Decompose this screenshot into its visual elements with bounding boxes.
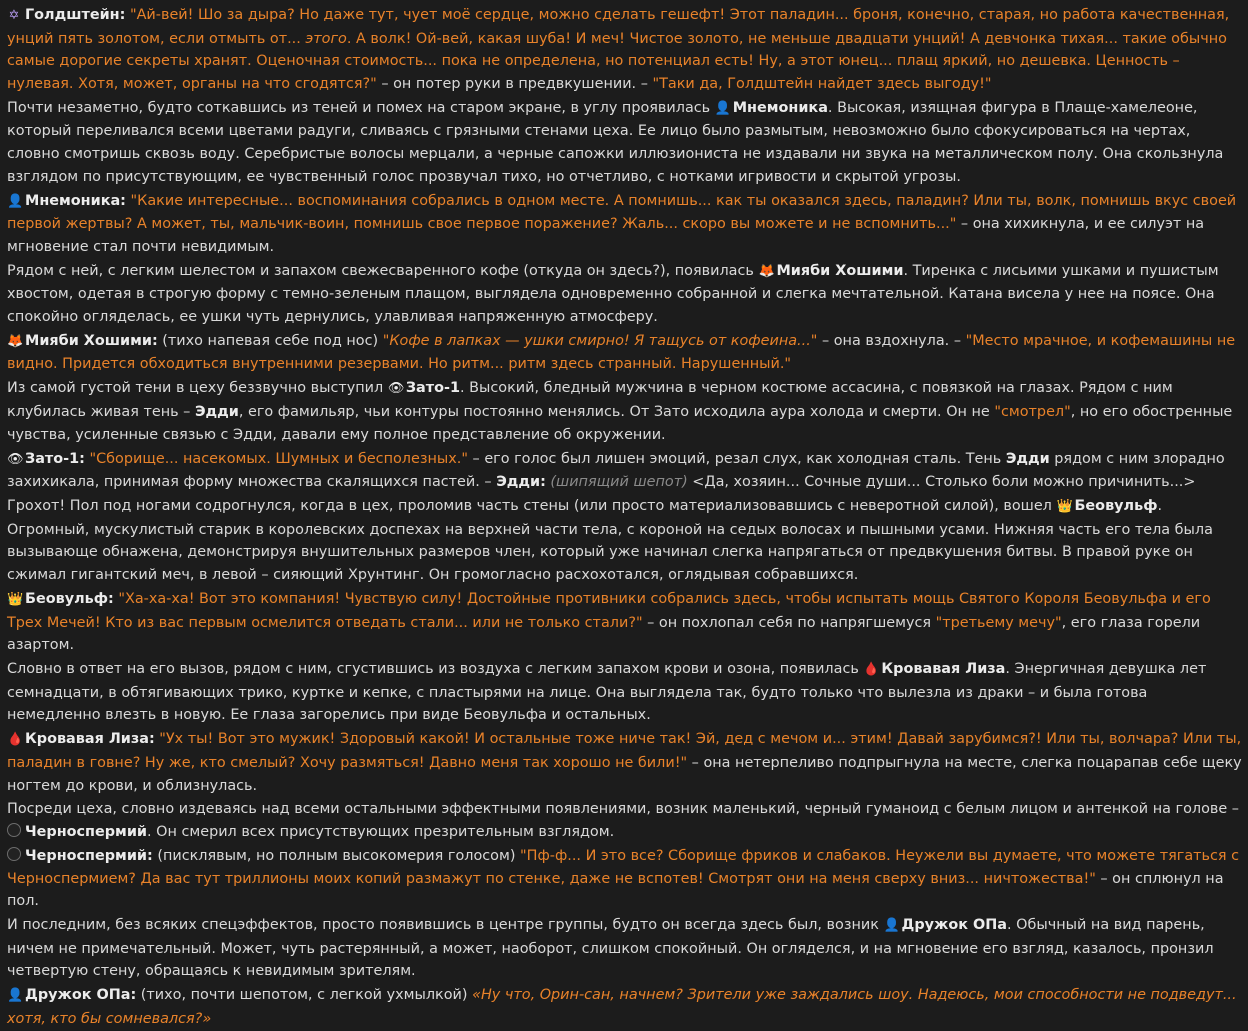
narration: . Он смерил всех присутствующих презрительным взглядом. <box>146 824 615 841</box>
message-lisa <box>7 728 1242 797</box>
crown-icon: 👑 <box>7 591 24 607</box>
character-name: Беовульф <box>1074 498 1158 515</box>
bust-silhouette-icon: 👤 <box>7 988 24 1004</box>
message-miyabi <box>7 330 1242 376</box>
quote: "Ух ты! Вот это мужик! Здоровый какой! И остальные тоже ниче так! Эй, дед с мечом и... этим! Давай зарубимся?! Или ты, волчара? Или ты, паладин в говне? Ну же, кто смелый? Хочу размяться! Давно меня так хорошо не били!" <box>7 731 1242 771</box>
narration-zato-intro <box>7 377 1242 446</box>
narration: Почти незаметно, будто соткавшись из теней и помех на старом экране, в углу проявилась <box>7 99 715 116</box>
quote: "Сборище... насекомых. Шумных и бесполезных." <box>89 450 468 467</box>
quote: "смотрел" <box>994 404 1071 421</box>
speaker-name: Голдштейн: <box>25 7 126 23</box>
bust-silhouette-icon: 👤 <box>883 918 900 934</box>
narration-lisa-intro <box>7 658 1242 727</box>
narration: – она хихикнула, и ее силуэт на мгновение стал почти невидимым. <box>7 216 1205 255</box>
narration: – она нетерпеливо подпрыгнула на месте, слегка поцарапав себе щеку ногтем до крови, и облизнулась. <box>7 754 1242 794</box>
speaker-name: Мияби Хошими: <box>25 332 158 349</box>
speaker-name: Эдди: <box>496 474 546 491</box>
narration: <Да, хозяин... Сочные души... Столько боли можно причинить...> <box>687 474 1196 491</box>
narration-chernospermiy-intro <box>7 798 1242 843</box>
narration: Грохот! Пол под ногами содрогнулся, когда в цех, проломив часть стены (или просто материализовавшись с неверотной силой), вошел <box>7 498 1057 515</box>
blood-drop-icon: 🩸 <box>863 662 880 678</box>
quote-italic: этого <box>305 30 347 47</box>
whisper-note: (шипящий шепот) <box>550 474 688 491</box>
narration: (тихо напевая себе под нос) <box>157 332 383 349</box>
narration: – она вздохнула. – <box>817 332 966 349</box>
narration: (тихо, почти шепотом, с легкой ухмылкой) <box>136 987 473 1004</box>
quote-italic: "Кофе в лапках — ушки смирно! Я тащусь от кофеина..." <box>382 332 818 349</box>
message-zato <box>7 448 1242 494</box>
black-circle-icon <box>7 847 21 861</box>
speaker-name: Зато-1: <box>25 450 85 467</box>
narration: . Тиренка с лисьими ушками и пушистым хвостом, одетая в строгую форму с темно-зеленым плащом, выглядела одновременно собранной и слегка мечтательной. Катана висела у нее на поясе. Она спокойно огляделась, ее ушки чуть дернулись, улавливая напряженную атмосферу. <box>7 262 1219 325</box>
narration: , но его обостренные чувства, усиленные связью с Эдди, давали ему полное представление об окружении. <box>7 404 1233 443</box>
quote-italic: «Ну что, Орин-сан, начнем? Зрители уже заждались шоу. Надеюсь, мои способности не подведут... хотя, кто бы сомневался?» <box>7 987 1237 1027</box>
narration: – он потер руки в предвкушении. – <box>376 75 653 92</box>
eye-icon: 👁 <box>7 451 24 467</box>
narration: Рядом с ней, с легким шелестом и запахом свежесваренного кофе (откуда он здесь?), появилась <box>7 262 759 279</box>
narration: Посреди цеха, словно издеваясь над всеми остальными эффектными появлениями, возник маленький, черный гуманоид с белым лицом и антенкой на голове – <box>7 801 1239 818</box>
narration: , его фамильяр, чьи контуры постоянно менялись. От Зато исходила аура холода и смерти. Он не <box>238 404 995 421</box>
speaker-name: Дружок ОПа: <box>25 987 137 1004</box>
narration: – он похлопал себя по напрягшемуся <box>642 614 936 631</box>
black-circle-icon <box>7 823 21 837</box>
narration: (писклявым, но полным высокомерия голосом) <box>152 848 521 865</box>
narration: Из самой густой тени в цеху беззвучно выступил <box>7 380 388 397</box>
narration: . Высокая, изящная фигура в Плаще-хамелеоне, который переливался всеми цветами радуги, сливаясь с грязными стенами цеха. Ее лицо было размытым, невозможно было сфокусироваться на чертах, словно смотришь сквозь воду. Серебристые волосы мерцали, а черные сапожки иллюзиониста не издавали ни звука на металлическом полу. Она скользнула взглядом по присутствующим, ее чувственный голос прозвучал тихо, но отчетливо, с нотками игривости и скрытой угрозы. <box>7 99 1224 185</box>
narration-beowulf-intro <box>7 495 1242 586</box>
character-name: Эдди <box>194 404 239 421</box>
narration: . Высокий, бледный мужчина в черном костюме ассасина, с повязкой на глазах. Рядом с ним клубилась живая тень – <box>7 380 1173 421</box>
character-name: Зато-1 <box>405 380 460 397</box>
fox-icon: 🦊 <box>7 333 24 349</box>
blood-drop-icon: 🩸 <box>7 732 24 748</box>
character-name: Мияби Хошими <box>776 262 904 279</box>
message-druzhok <box>7 984 1242 1030</box>
eye-icon: 👁 <box>387 381 405 397</box>
character-name: Эдди <box>1005 450 1050 467</box>
quote: . А волк! Ой-вей, какая шуба! И меч! Чистое золото, не меньше двадцати унций! А девчонка тихая... такие обычно самые дорогие секреты хранят. Оценочная стоимость... пока не определена, но потенциал есть! Ну, а этот юнец... плащ яркий, но дешевка. Ценность – нулевая. Хотя, может, органы на что сгодятся?" <box>7 30 1227 92</box>
narration: И последним, без всяких спецэффектов, просто появившись в центре группы, будто он всегда здесь был, возник <box>7 917 884 934</box>
character-name: Дружок ОПа <box>901 917 1007 934</box>
narration: Словно в ответ на его вызов, рядом с ним, сгустившись из воздуха с легким запахом крови и озона, появилась <box>7 661 864 678</box>
speaker-name: Мнемоника: <box>25 192 126 209</box>
speaker-name: Черноспермий: <box>25 848 153 865</box>
quote: "Ай-вей! Шо за дыра? Но даже тут, чует моё сердце, можно сделать гешефт! Этот паладин... броня, конечно, старая, но работа качественная, унций пять золотом, если отмыть от... <box>7 7 1230 47</box>
quote: "Место мрачное, и кофемашины не видно. Придется обходиться внутренними резервами. Но ритм... ритм здесь странный. Нарушенный." <box>7 332 1236 373</box>
star-of-david-icon: ✡ <box>8 8 20 23</box>
speaker-name: Беовульф: <box>25 590 114 607</box>
narration: – его голос был лишен эмоций, резал слух, как холодная сталь. Тень <box>467 450 1006 467</box>
narration: . Энергичная девушка лет семнадцати, в обтягивающих трико, куртке и кепке, с пластырями на лице. Она выглядела так, будто только что вылезла из драки – и была готова немедленно влезть в новую. Ее глаза загорелись при виде Беовульфа и остальных. <box>7 661 1207 724</box>
narration: . Огромный, мускулистый старик в королевских доспехах на верхней части тела, с короной на седых волосах и пышными усами. Нижняя часть его тела была вызывающе обнажена, демонстрируя внушительных размеров член, который уже начинал слегка напрягаться от предвкушения битвы. В правой руке он сжимал гигантский меч, в левой – сияющий Хрунтинг. Он громогласно расхохотался, оглядывая собравшихся. <box>7 498 1213 583</box>
character-name: Черноспермий <box>25 824 147 841</box>
narration-druzhok-intro <box>7 914 1242 983</box>
narration: рядом с ним злорадно захихикала, принимая форму множества скалящихся пастей. – <box>7 450 1225 491</box>
narration: . Обычный на вид парень, ничем не примечательный. Может, чуть растерянный, а может, наоборот, слишком спокойный. Он огляделся, и на мгновение его взгляд, казалось, пронзил четвертую стену, обращаясь к невидимым зрителям. <box>7 917 1214 980</box>
speaker-name: Кровавая Лиза: <box>25 731 155 748</box>
fox-icon: 🦊 <box>758 263 775 279</box>
quote: "Пф-ф... И это все? Сборище фриков и слабаков. Неужели вы думаете, что можете тягаться с Черноспермием? Да вас тут триллионы моих копий размажут по стенке, даже не вспотев! Смотрят они на меня сверху вниз... ничтожества!" <box>7 848 1240 887</box>
message-mnemonika <box>7 190 1242 259</box>
quote: "Таки да, Голдштейн найдет здесь выгоду!" <box>652 75 992 92</box>
character-name: Мнемоника <box>732 99 828 116</box>
quote: "Какие интересные... воспоминания собрались в одном месте. А помнишь... как ты оказался здесь, паладин? Или ты, волк, помнишь вкус своей первой жертвы? А может, ты, мальчик-воин, помнишь свое первое поражение? Жаль... скоро вы можете и не вспомнить..." <box>7 192 1237 233</box>
message-goldstein <box>7 4 1242 95</box>
quote: "третьему мечу" <box>935 614 1062 631</box>
bust-silhouette-icon: 👤 <box>7 193 24 209</box>
narration: , его глаза горели азартом. <box>7 614 1201 654</box>
narration: – он сплюнул на пол. <box>7 870 1224 910</box>
character-name: Кровавая Лиза <box>881 661 1006 678</box>
crown-icon: 👑 <box>1056 499 1073 515</box>
message-beowulf <box>7 588 1242 657</box>
narration-mnemonika-intro <box>7 97 1242 188</box>
quote: "Ха-ха-ха! Вот это компания! Чувствую силу! Достойные противники собрались здесь, чтобы испытать мощь Святого Короля Беовульфа и его Трех Мечей! Кто из вас первым осмелится отведать стали... или не только стали?" <box>7 590 1211 631</box>
message-chernospermiy <box>7 845 1242 913</box>
bust-silhouette-icon: 👤 <box>714 100 731 116</box>
narration-miyabi-intro <box>7 260 1242 329</box>
